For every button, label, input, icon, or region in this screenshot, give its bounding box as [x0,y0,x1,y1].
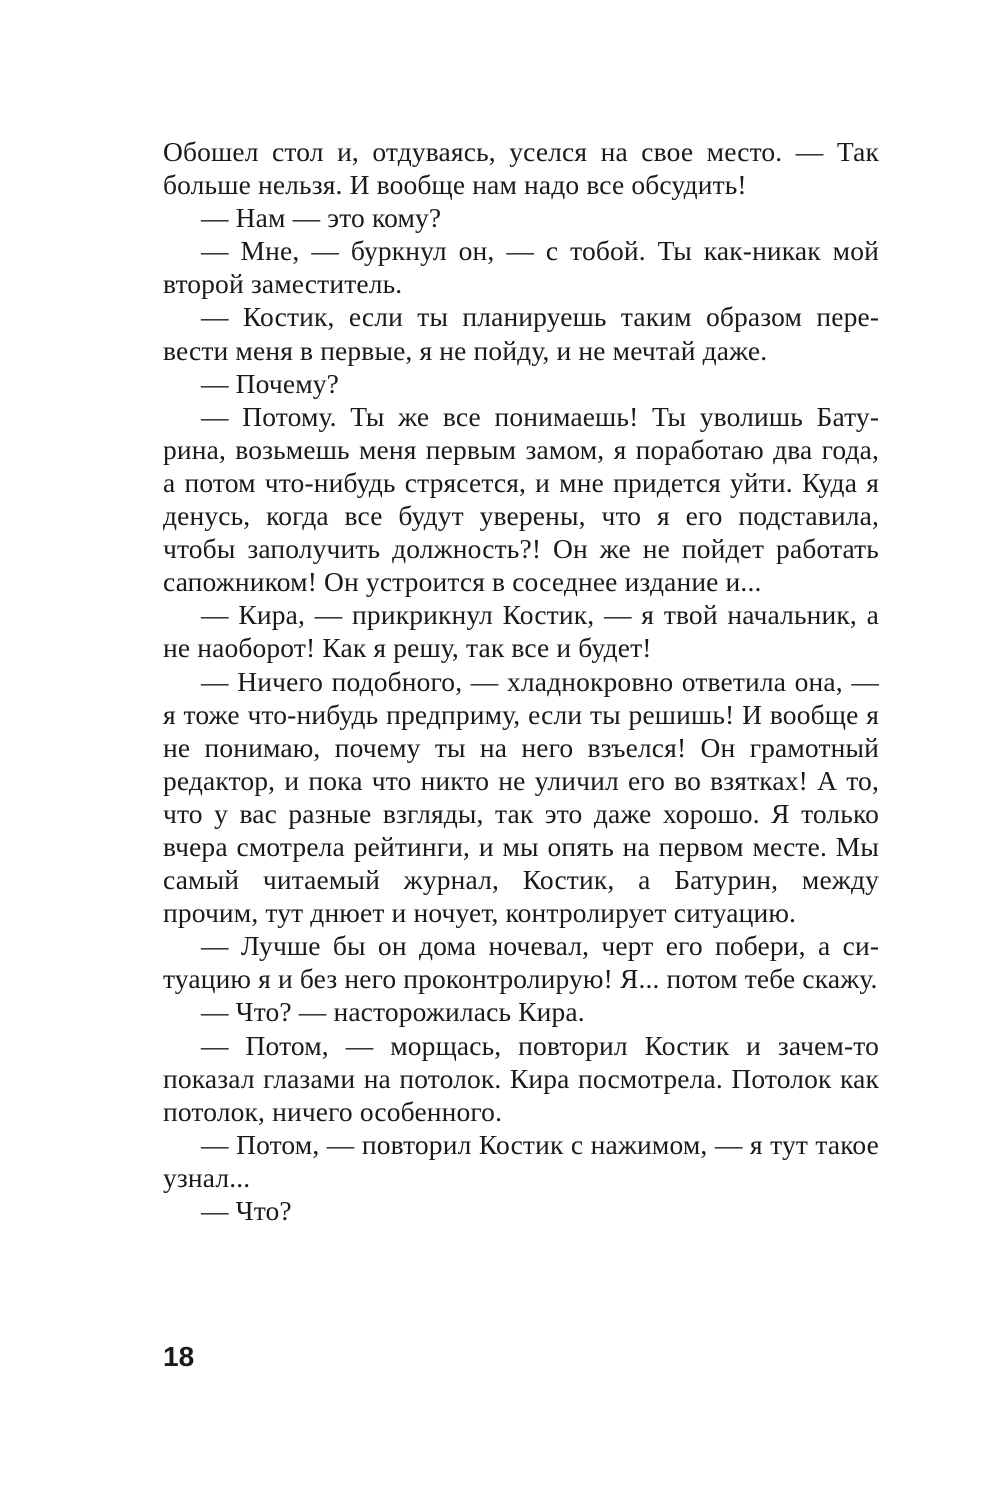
body-text [163,135,879,1227]
paragraph: — Что? — насторожилась Кира. [201,996,585,1028]
paragraph: — Потому. Ты же все понимаешь! Ты уволишь Батурина, возьмешь меня первым замом, я поработаю два года, а потом что-нибудь стрясется, и мне придется уйти. Куда я денусь, когда все будут уверены, что я его подставила, чтобы заполучить должность?! Он же не пойдет работать сапожником! Он устроится в соседнее издание и... [163,400,879,598]
paragraph: Обошел стол и, отдуваясь, уселся на свое место. — Так больше нельзя. И вообще нам надо все обсудить! [163,136,879,201]
paragraph: — Нам — это кому? [201,202,442,234]
paragraph: — Кира, — прикрикнул Костик, — я твой начальник, а не наоборот! Как я решу, так все и будет! [163,599,879,664]
paragraph: — Костик, если ты планируешь таким образом перевести меня в первые, я не пойду, и не мечтай даже. [163,301,879,366]
paragraph: — Почему? [201,367,340,399]
paragraph: — Потом, — морщась, повторил Костик и зачем-то показал глазами на потолок. Кира посмотрела. Потолок как потолок, ничего особенного. [163,1029,879,1127]
paragraph: — Ничего подобного, — хладнокровно ответила она, — я тоже что-нибудь предприму, если ты решишь! И вообще я не понимаю, почему ты на него взъелся! Он грамотный редактор, и пока что никто не уличил его во взятках! А то, что у вас разные взгляды, так это даже хорошо. Я только вчера смотрела рейтинги, и мы опять на первом месте. Мы самый читаемый журнал, Костик, а Батурин, между прочим, тут днюет и ночует, контролирует ситуацию. [163,665,879,929]
paragraph: — Лучше бы он дома ночевал, черт его побери, а ситуацию я и без него проконтролирую! Я... потом тебе скажу. [163,930,879,995]
paragraph: — Что? [201,1195,292,1226]
paragraph: — Мне, — буркнул он, — с тобой. Ты как-никак мой второй заместитель. [163,235,879,300]
page-number: 18 [163,1341,195,1372]
paragraph: — Потом, — повторил Костик с нажимом, — я тут такое узнал... [163,1128,879,1193]
